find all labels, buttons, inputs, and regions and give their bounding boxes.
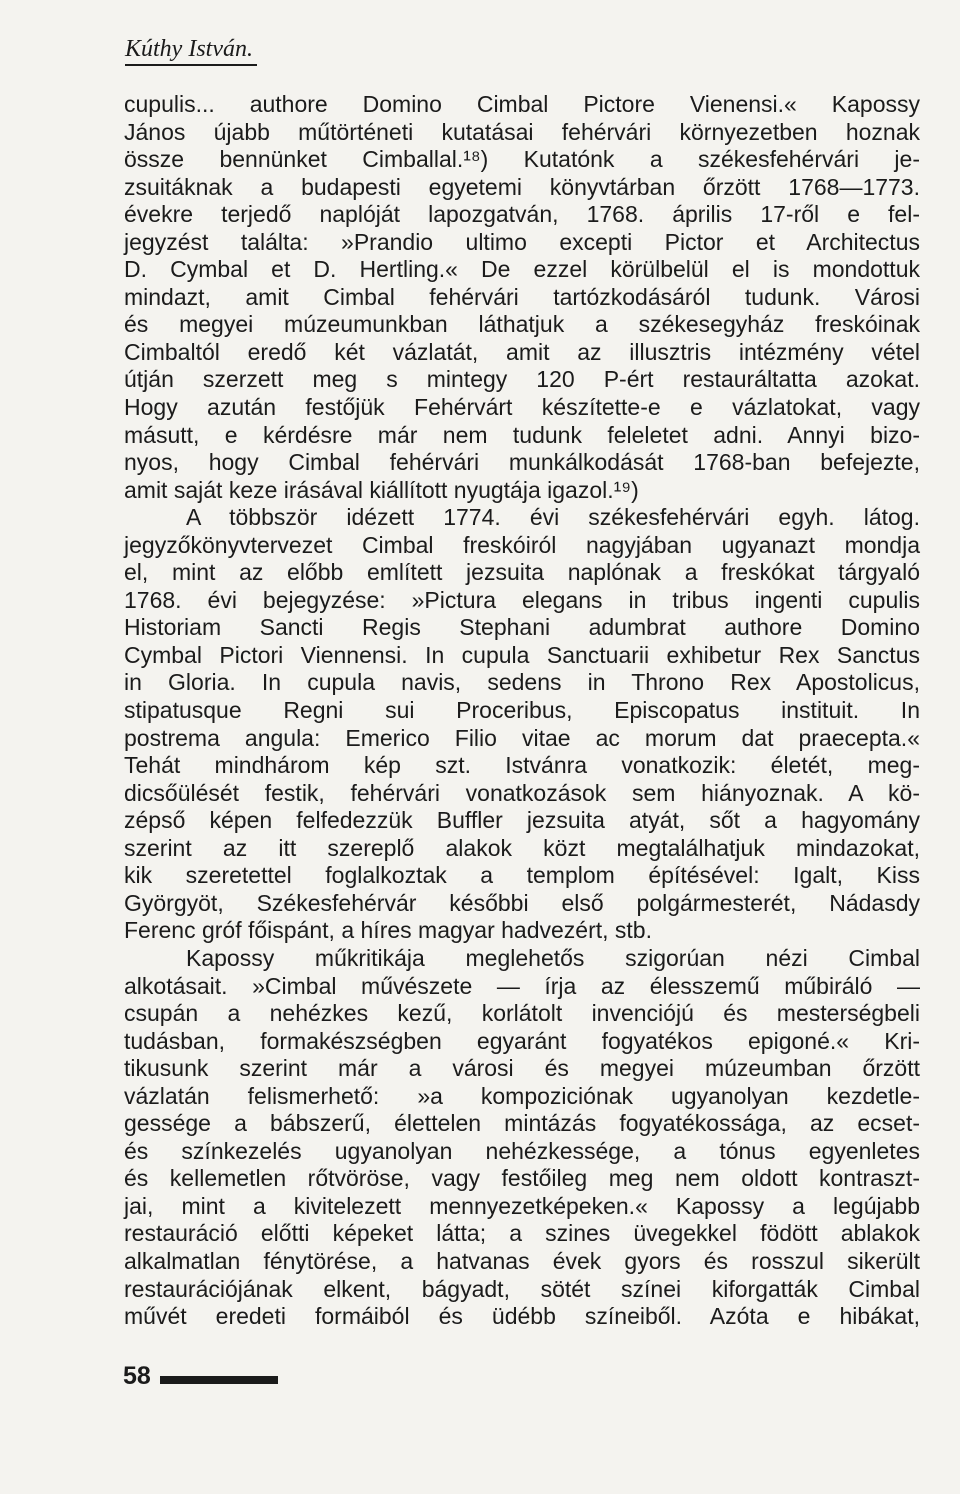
- text-line: el, mint az előbb említett jezsuita naplónak a freskókat tárgyaló: [124, 559, 920, 586]
- text-line: és színkezelés ugyanolyan nehézkessége, a tónus egyenletes: [124, 1137, 920, 1164]
- text-line: postrema angula: Emerico Filio vitae ac morum dat praecepta.«: [124, 724, 920, 751]
- body-text: [124, 91, 920, 1331]
- text-line: jai, mint a kivitelezett mennyezetképeken.« Kapossy a legújabb: [124, 1192, 920, 1219]
- text-line: jegyzőkönyvtervezet Cimbal freskóiról nagyjában ugyanazt mondja: [124, 531, 920, 558]
- page-number: 58: [123, 1362, 151, 1390]
- text-line: mindazt, amit Cimbal fehérvári tartózkodásáról tudunk. Városi: [124, 283, 920, 310]
- text-line: és megyei múzeumunkban láthatjuk a székesegyház freskóinak: [124, 311, 920, 338]
- text-line: 1768. évi bejegyzése: »Pictura elegans in tribus ingenti cupulis: [124, 586, 920, 613]
- text-line: János újabb műtörténeti kutatásai fehérvári környezetben hoznak: [124, 118, 920, 145]
- text-line: zépső képen felfedezzük Buffler jezsuita atyát, sőt a hagyomány: [124, 807, 920, 834]
- running-head: Kúthy István.: [125, 36, 253, 62]
- text-line: vázlatán felismerhető: »a kompoziciónak ugyanolyan kezdetle-: [124, 1082, 920, 1109]
- text-line: másutt, e kérdésre már nem tudunk feleletet adni. Annyi bizo-: [124, 421, 920, 448]
- text-line: kik szeretettel foglalkoztak a templom építésével: Igalt, Kiss: [124, 862, 920, 889]
- text-line: művét eredeti formáiból és üdébb színeiből. Azóta e hibákat,: [124, 1303, 920, 1330]
- text-line: tikusunk szerint már a városi és megyei múzeumban őrzött: [124, 1055, 920, 1082]
- text-line: A többször idézett 1774. évi székesfehérvári egyh. látog.: [186, 504, 920, 531]
- text-line: restaurációjának elkent, bágyadt, sötét színei kiforgatták Cimbal: [124, 1275, 920, 1302]
- running-head-underline: [125, 64, 257, 66]
- text-line: alkalmatlan fénytörése, a hatvanas évek gyors és rosszul sikerült: [124, 1247, 920, 1274]
- text-line: zsuitáknak a budapesti egyetemi könyvtárban őrzött 1768—1773.: [124, 173, 920, 200]
- text-line: össze bennünket Cimballal.¹⁸) Kutatónk a székesfehérvári je-: [124, 146, 920, 173]
- text-line: D. Cymbal et D. Hertling.« De ezzel körülbelül el is mondottuk: [124, 256, 920, 283]
- text-line: csupán a nehézkes kezű, korlátolt invenciójú és mesterségbeli: [124, 1000, 920, 1027]
- text-line: útján szerzett meg s mintegy 120 P-ért restauráltatta azokat.: [124, 366, 920, 393]
- text-line: és kellemetlen rőtvöröse, vagy festőileg meg nem oldott kontraszt-: [124, 1165, 920, 1192]
- text-line: jegyzést találta: »Prandio ultimo excepti Pictor et Architectus: [124, 228, 920, 255]
- text-line: in Gloria. In cupula navis, sedens in Throno Rex Apostolicus,: [124, 669, 920, 696]
- text-line: tudásban, formakészségben egyaránt fogyatékos epigoné.« Kri-: [124, 1027, 920, 1054]
- text-line: dicsőülését festik, fehérvári vonatkozások sem hiányoznak. A kö-: [124, 779, 920, 806]
- text-line: cupulis... authore Domino Cimbal Pictore Vienensi.« Kapossy: [124, 91, 920, 117]
- text-line: Györgyöt, Székesfehérvár későbbi első polgármesterét, Nádasdy: [124, 889, 920, 916]
- text-line: stipatusque Regni sui Proceribus, Episcopatus instituit. In: [124, 697, 920, 724]
- text-line: restauráció előtti képeket látta; a szines üvegekkel födött ablakok: [124, 1220, 920, 1247]
- text-line: Historiam Sancti Regis Stephani adumbrat authore Domino: [124, 614, 920, 641]
- text-line: Tehát mindhárom kép szt. Istvánra vonatkozik: életét, meg-: [124, 752, 920, 779]
- text-line: alkotásait. »Cimbal művészete — írja az élesszemű műbiráló —: [124, 972, 920, 999]
- page-number-rule: [160, 1376, 278, 1384]
- text-line: amit saját keze irásával kiállított nyugtája igazol.¹⁹): [124, 476, 639, 503]
- text-line: gessége a bábszerű, élettelen mintázás fogyatékossága, az ecset-: [124, 1110, 920, 1137]
- text-line: Kapossy műkritikája meglehetős szigorúan nézi Cimbal: [186, 944, 920, 971]
- text-line: Hogy azután festőjük Fehérvárt készítette-e e vázlatokat, vagy: [124, 394, 920, 421]
- text-line: szerint az itt szereplő alakok közt megtalálhatjuk mindazokat,: [124, 834, 920, 861]
- text-line: Ferenc gróf főispánt, a híres magyar hadvezért, stb.: [124, 917, 652, 944]
- text-line: Cymbal Pictori Viennensi. In cupula Sanctuarii exhibetur Rex Sanctus: [124, 641, 920, 668]
- text-line: Cimbaltól eredő két vázlatát, amit az illusztris intézmény vétel: [124, 338, 920, 365]
- text-line: évekre terjedő naplóját lapozgatván, 1768. április 17-ről e fel-: [124, 201, 920, 228]
- text-line: nyos, hogy Cimbal fehérvári munkálkodását 1768-ban befejezte,: [124, 449, 920, 476]
